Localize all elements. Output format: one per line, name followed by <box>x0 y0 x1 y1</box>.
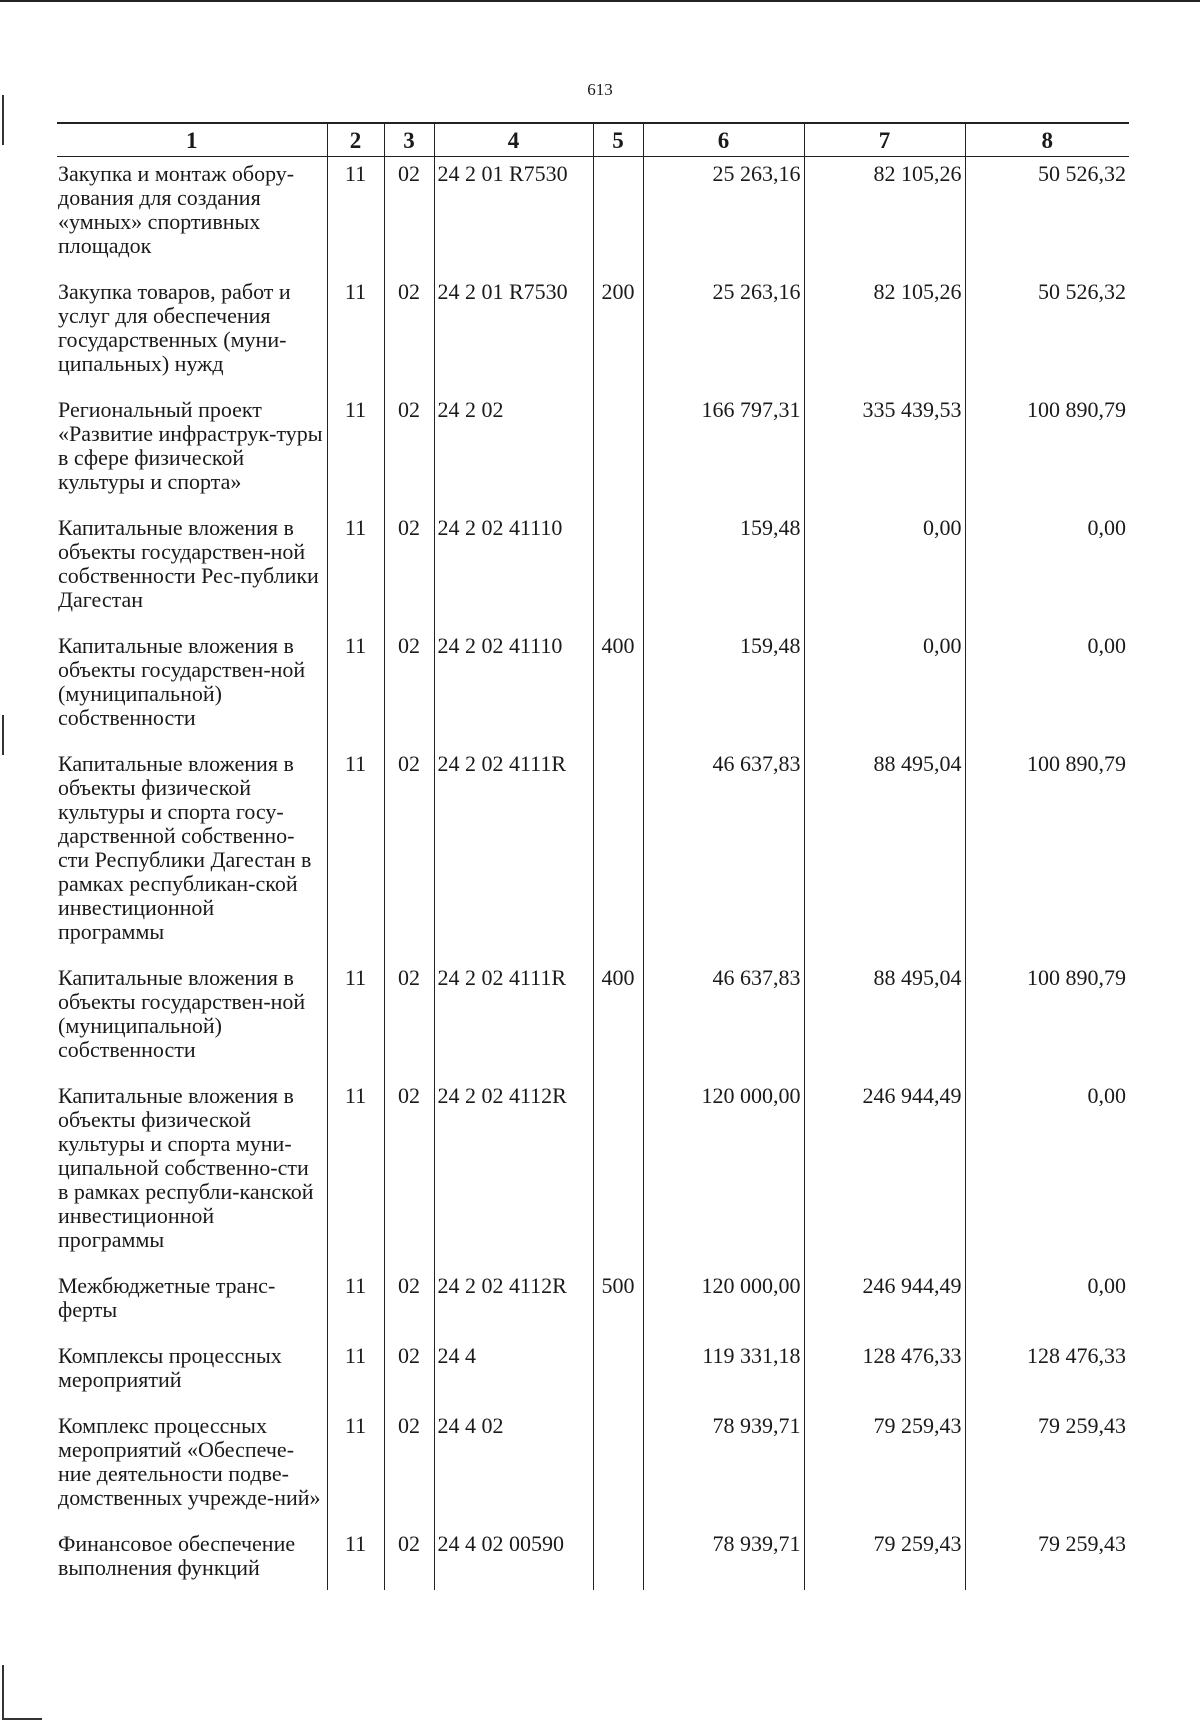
amount-col-7: 246 944,49 <box>804 1269 965 1339</box>
amount-col-7: 0,00 <box>804 511 965 629</box>
subsection-code: 02 <box>384 393 434 511</box>
expense-type-code <box>593 157 643 276</box>
table-row <box>57 961 1129 1079</box>
section-code: 11 <box>327 1079 384 1269</box>
column-header-6: 6 <box>643 123 804 157</box>
target-article-code: 24 2 02 41110 <box>434 629 593 747</box>
amount-col-7: 246 944,49 <box>804 1079 965 1269</box>
section-code: 11 <box>327 629 384 747</box>
amount-col-8: 50 526,32 <box>965 157 1129 276</box>
target-article-code: 24 2 02 4112R <box>434 1079 593 1269</box>
subsection-code: 02 <box>384 1409 434 1527</box>
amount-col-7: 0,00 <box>804 629 965 747</box>
section-code: 11 <box>327 157 384 276</box>
section-code: 11 <box>327 1269 384 1339</box>
expense-type-code <box>593 393 643 511</box>
amount-col-6: 166 797,31 <box>643 393 804 511</box>
scan-edge-mark <box>2 1718 42 1720</box>
amount-col-8: 0,00 <box>965 1079 1129 1269</box>
amount-col-8: 100 890,79 <box>965 747 1129 961</box>
section-code: 11 <box>327 1409 384 1527</box>
amount-col-8: 50 526,32 <box>965 275 1129 393</box>
table-row <box>57 157 1129 276</box>
item-name: Закупка и монтаж обору-дования для создания «умных» спортивных площадок <box>58 161 295 258</box>
table-row <box>57 1409 1129 1527</box>
target-article-code: 24 2 02 4112R <box>434 1269 593 1339</box>
subsection-code: 02 <box>384 157 434 276</box>
item-name: Региональный проект «Развитие инфраструк-туры в сфере физической культуры и спорта» <box>58 397 323 494</box>
item-name: Капитальные вложения в объекты физической культуры и спорта госу-дарственной собственно-сти Республики Дагестан в рамках республикан-ской инвестиционной программы <box>58 751 312 944</box>
expense-type-code <box>593 747 643 961</box>
target-article-code: 24 2 02 4111R <box>434 747 593 961</box>
subsection-code: 02 <box>384 747 434 961</box>
amount-col-7: 82 105,26 <box>804 275 965 393</box>
item-name: Финансовое обеспечение выполнения функций <box>58 1531 296 1580</box>
table-row <box>57 747 1129 961</box>
item-name: Капитальные вложения в объекты государствен-ной (муниципальной) собственности <box>58 633 306 730</box>
scan-edge-mark <box>2 715 4 755</box>
subsection-code: 02 <box>384 1339 434 1409</box>
column-header-1: 1 <box>57 123 327 157</box>
table-row <box>57 275 1129 393</box>
expense-type-code: 400 <box>593 961 643 1079</box>
amount-col-7: 79 259,43 <box>804 1527 965 1590</box>
item-name: Закупка товаров, работ и услуг для обеспечения государственных (муни-ципальных) нужд <box>58 279 291 376</box>
amount-col-8: 100 890,79 <box>965 393 1129 511</box>
item-name: Межбюджетные транс-ферты <box>58 1273 276 1322</box>
item-name: Капитальные вложения в объекты государствен-ной собственности Рес-публики Дагестан <box>58 515 319 612</box>
section-code: 11 <box>327 393 384 511</box>
expense-type-code <box>593 1409 643 1527</box>
subsection-code: 02 <box>384 961 434 1079</box>
section-code: 11 <box>327 511 384 629</box>
target-article-code: 24 4 02 00590 <box>434 1527 593 1590</box>
page-number: 613 <box>587 80 613 99</box>
target-article-code: 24 2 02 41110 <box>434 511 593 629</box>
amount-col-6: 46 637,83 <box>643 747 804 961</box>
section-code: 11 <box>327 1339 384 1409</box>
column-header-7: 7 <box>804 123 965 157</box>
table-row <box>57 393 1129 511</box>
column-header-3: 3 <box>384 123 434 157</box>
target-article-code: 24 2 01 R7530 <box>434 157 593 276</box>
table-row <box>57 1527 1129 1590</box>
target-article-code: 24 2 01 R7530 <box>434 275 593 393</box>
amount-col-8: 0,00 <box>965 629 1129 747</box>
subsection-code: 02 <box>384 511 434 629</box>
amount-col-7: 88 495,04 <box>804 961 965 1079</box>
column-header-4: 4 <box>434 123 593 157</box>
subsection-code: 02 <box>384 629 434 747</box>
item-name: Комплекс процессных мероприятий «Обеспече-ние деятельности подве-домственных учрежде-ний» <box>58 1413 321 1510</box>
amount-col-8: 0,00 <box>965 1269 1129 1339</box>
amount-col-6: 46 637,83 <box>643 961 804 1079</box>
item-name: Капитальные вложения в объекты физической культуры и спорта муни-ципальной собственно-сти в рамках республи-канской инвестиционной программы <box>58 1083 314 1252</box>
subsection-code: 02 <box>384 1527 434 1590</box>
subsection-code: 02 <box>384 1269 434 1339</box>
target-article-code: 24 2 02 <box>434 393 593 511</box>
amount-col-6: 78 939,71 <box>643 1409 804 1527</box>
expense-type-code <box>593 1527 643 1590</box>
expense-type-code <box>593 1339 643 1409</box>
item-name: Комплексы процессных мероприятий <box>58 1343 282 1392</box>
amount-col-6: 25 263,16 <box>643 275 804 393</box>
amount-col-8: 79 259,43 <box>965 1527 1129 1590</box>
target-article-code: 24 4 <box>434 1339 593 1409</box>
table-header-row <box>57 123 1129 157</box>
expense-type-code: 500 <box>593 1269 643 1339</box>
table-row <box>57 1339 1129 1409</box>
table-row <box>57 629 1129 747</box>
section-code: 11 <box>327 1527 384 1590</box>
amount-col-6: 120 000,00 <box>643 1269 804 1339</box>
column-header-8: 8 <box>965 123 1129 157</box>
item-name: Капитальные вложения в объекты государствен-ной (муниципальной) собственности <box>58 965 306 1062</box>
expense-type-code: 200 <box>593 275 643 393</box>
amount-col-7: 82 105,26 <box>804 157 965 276</box>
section-code: 11 <box>327 747 384 961</box>
scan-top-border <box>0 0 1200 2</box>
amount-col-6: 119 331,18 <box>643 1339 804 1409</box>
amount-col-6: 25 263,16 <box>643 157 804 276</box>
column-header-5: 5 <box>593 123 643 157</box>
amount-col-6: 120 000,00 <box>643 1079 804 1269</box>
amount-col-8: 128 476,33 <box>965 1339 1129 1409</box>
table-row <box>57 1269 1129 1339</box>
target-article-code: 24 4 02 <box>434 1409 593 1527</box>
expense-type-code: 400 <box>593 629 643 747</box>
scan-edge-mark <box>2 95 4 145</box>
amount-col-6: 159,48 <box>643 511 804 629</box>
subsection-code: 02 <box>384 275 434 393</box>
amount-col-8: 79 259,43 <box>965 1409 1129 1527</box>
section-code: 11 <box>327 275 384 393</box>
amount-col-7: 128 476,33 <box>804 1339 965 1409</box>
amount-col-8: 0,00 <box>965 511 1129 629</box>
column-header-2: 2 <box>327 123 384 157</box>
amount-col-6: 159,48 <box>643 629 804 747</box>
amount-col-8: 100 890,79 <box>965 961 1129 1079</box>
amount-col-7: 88 495,04 <box>804 747 965 961</box>
scan-edge-mark <box>2 1665 4 1720</box>
amount-col-7: 79 259,43 <box>804 1409 965 1527</box>
section-code: 11 <box>327 961 384 1079</box>
budget-table <box>57 122 1129 1590</box>
amount-col-7: 335 439,53 <box>804 393 965 511</box>
table-row <box>57 511 1129 629</box>
expense-type-code <box>593 511 643 629</box>
expense-type-code <box>593 1079 643 1269</box>
target-article-code: 24 2 02 4111R <box>434 961 593 1079</box>
table-row <box>57 1079 1129 1269</box>
subsection-code: 02 <box>384 1079 434 1269</box>
amount-col-6: 78 939,71 <box>643 1527 804 1590</box>
